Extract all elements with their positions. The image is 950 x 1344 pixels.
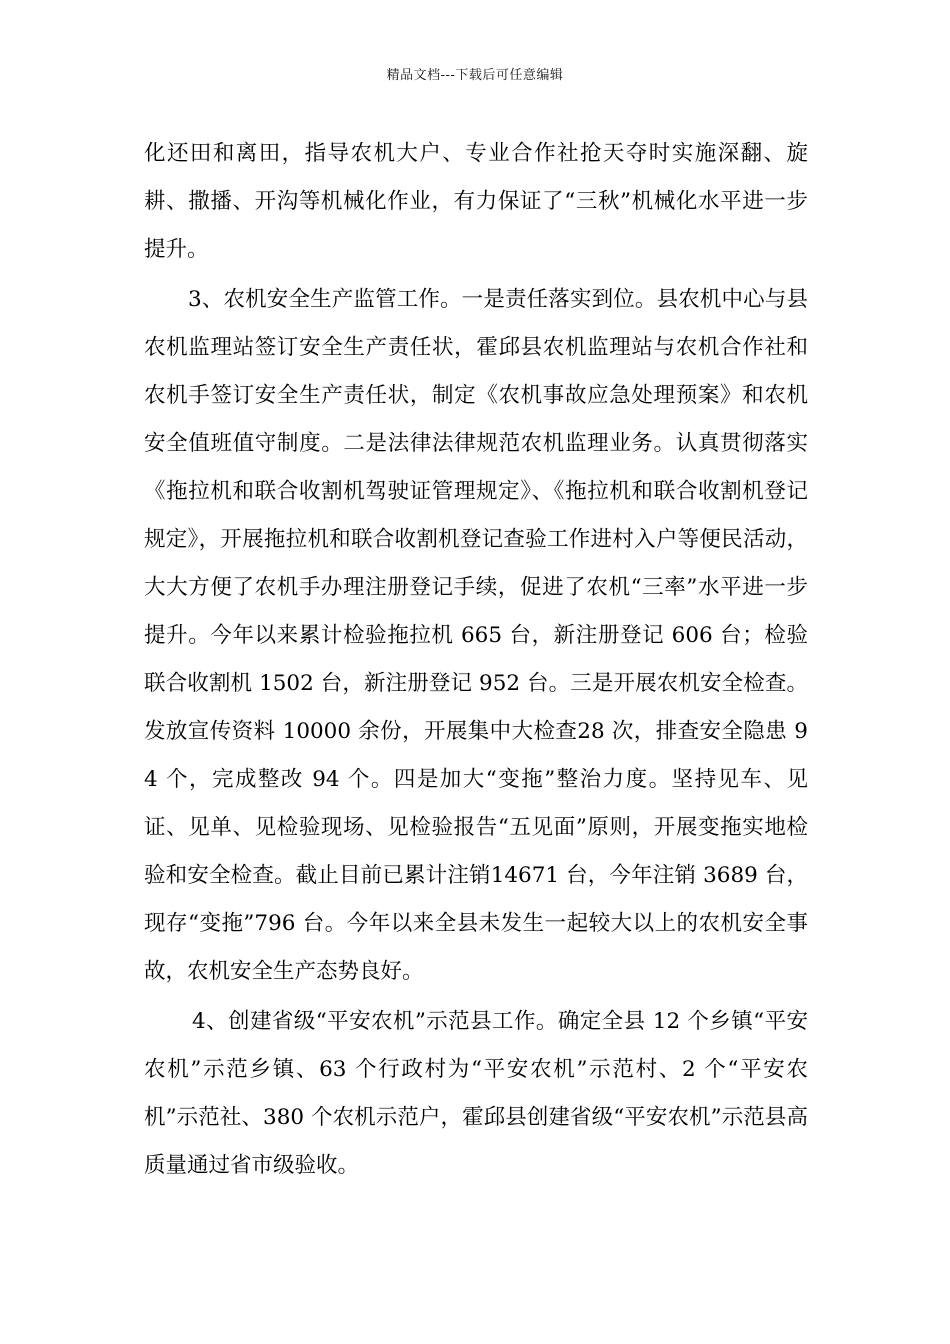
paragraph-safe-agri-machinery: 4、创建省级“平安农机”示范县工作。确定全县 12 个乡镇“平安农机”示范乡镇、63 个行政村为“平安农机”示范村、2 个“平安农机”示范社、380 个农机示范户，霍邱县创建省级“平安农机”示范县高质量通过省市级验收。 <box>144 1009 808 1178</box>
document-body <box>144 130 808 1190</box>
paragraph-safety-supervision: 3、农机安全生产监管工作。一是责任落实到位。县农机中心与县农机监理站签订安全生产责任状，霍邱县农机监理站与农机合作社和农机手签订安全生产责任状，制定《农机事故应急处理预案》和农机安全值班值守制度。二是法律法律规范农机监理业务。认真贯彻落实《拖拉机和联合收割机驾驶证管理规定》、《拖拉机和联合收割机登记规定》，开展拖拉机和联合收割机登记查验工作进村入户等便民活动，大大方便了农机手办理注册登记手续，促进了农机“三率”水平进一步提升。今年以来累计检验拖拉机 665 台，新注册登记 606 台；检验联合收割机 1502 台，新注册登记 952 台。三是开展农机安全检查。发放宣传资料 10000 余份，开展集中大检查28 次，排查安全隐患 94 个，完成整改 94 个。四是加大“变拖”整治力度。坚持见车、见证、见单、见检验现场、见检验报告“五见面”原则，开展变拖实地检验和安全检查。截止目前已累计注销14671 台，今年注销 3689 台，现存“变拖”796 台。今年以来全县未发生一起较大以上的农机安全事故，农机安全生产态势良好。 <box>144 287 808 984</box>
page-header: 精品文档---下载后可任意编辑 <box>386 68 564 83</box>
paragraph-continuation: 化还田和离田，指导农机大户、专业合作社抢天夺时实施深翻、旋耕、撒播、开沟等机械化作业，有力保证了“三秋”机械化水平进一步提升。 <box>144 141 808 262</box>
